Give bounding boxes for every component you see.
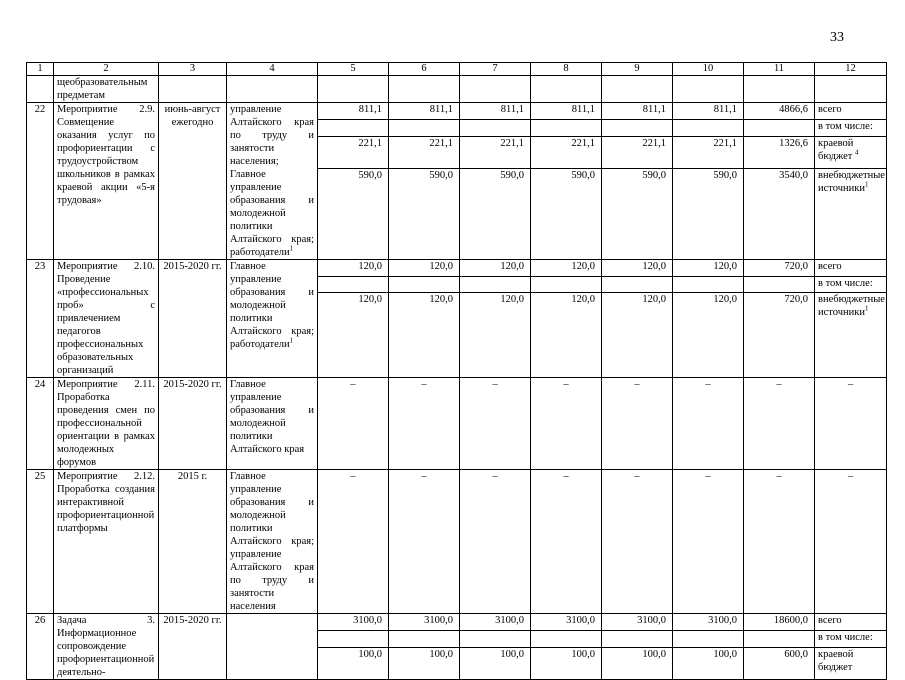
column-number-row [27,63,887,76]
header-cell: 2 [54,63,159,76]
dash-cell: – [673,470,744,614]
value-cell: 590,0 [531,169,602,260]
value-cell: 120,0 [318,260,389,277]
value-cell: 811,1 [602,103,673,120]
dash-cell: – [318,378,389,470]
source-cell: всего [815,614,887,631]
total-cell: 1326,6 [744,136,815,169]
source-cell: внебюджетные источники$^1$ [815,293,887,378]
value-cell: 100,0 [318,647,389,679]
source-cell: всего [815,260,887,277]
value-cell: 3100,0 [673,614,744,631]
value-cell: 811,1 [531,103,602,120]
executor-cell: Главное управление образования и молодежной политики Алтайского края; управление Алтайского края по труду и занятости населения [227,470,318,614]
dash-cell: – [744,470,815,614]
row-number: 26 [27,614,54,680]
header-cell: 5 [318,63,389,76]
value-cell: 120,0 [673,260,744,277]
header-cell: 11 [744,63,815,76]
table-row [27,103,887,120]
value-cell: 100,0 [602,647,673,679]
program-table [26,62,887,680]
value-cell: 590,0 [460,169,531,260]
dash-cell: – [602,470,673,614]
header-cell: 1 [27,63,54,76]
value-cell: 3100,0 [389,614,460,631]
row-number: 25 [27,470,54,614]
value-cell: 120,0 [602,293,673,378]
total-cell: 720,0 [744,293,815,378]
source-cell: в том числе: [815,276,887,293]
source-cell: в том числе: [815,119,887,136]
table-row [27,378,887,470]
event-cell: Мероприятие 2.12. Проработка создания интерактивной профориентационной платформы [54,470,159,614]
value-cell: 120,0 [531,260,602,277]
total-cell: 600,0 [744,647,815,679]
value-cell: 221,1 [460,136,531,169]
source-cell: внебюджетные источники$^1$ [815,169,887,260]
period-cell: июнь-август ежегодно [159,103,227,260]
dash-cell: – [460,378,531,470]
event-cell: Мероприятие 2.10. Проведение «профессиональных проб» с привлечением педагогов профессиональных образовательных организаций [54,260,159,378]
value-cell: 590,0 [602,169,673,260]
dash-cell: – [531,470,602,614]
value-cell: 120,0 [602,260,673,277]
value-cell: 120,0 [531,293,602,378]
value-cell: 3100,0 [460,614,531,631]
source-cell: в том числе: [815,630,887,647]
value-cell: 100,0 [389,647,460,679]
value-cell: 221,1 [318,136,389,169]
value-cell: 120,0 [389,293,460,378]
value-cell: 811,1 [460,103,531,120]
value-cell: 590,0 [673,169,744,260]
value-cell: 590,0 [389,169,460,260]
period-cell: 2015-2020 гг. [159,260,227,378]
value-cell: 221,1 [389,136,460,169]
value-cell: 3100,0 [531,614,602,631]
executor-cell: Главное управление образования и молодежной политики Алтайского края [227,378,318,470]
executor-cell [227,614,318,680]
period-cell: 2015-2020 гг. [159,378,227,470]
value-cell: 811,1 [389,103,460,120]
value-cell: 3100,0 [602,614,673,631]
value-cell: 100,0 [531,647,602,679]
value-cell: 120,0 [318,293,389,378]
table-row [27,470,887,614]
header-cell: 9 [602,63,673,76]
dash-cell: – [673,378,744,470]
header-cell: 7 [460,63,531,76]
header-cell: 4 [227,63,318,76]
dash-cell: – [531,378,602,470]
total-cell: 720,0 [744,260,815,277]
value-cell: 120,0 [673,293,744,378]
source-cell: краевой бюджет [815,647,887,679]
source-cell: всего [815,103,887,120]
header-cell: 12 [815,63,887,76]
dash-cell: – [389,470,460,614]
row-number: 24 [27,378,54,470]
period-cell: 2015 г. [159,470,227,614]
header-cell: 3 [159,63,227,76]
value-cell: 120,0 [389,260,460,277]
value-cell: 221,1 [531,136,602,169]
row-number: 23 [27,260,54,378]
table-row [27,614,887,631]
dash-cell: – [602,378,673,470]
header-cell: 8 [531,63,602,76]
value-cell: 100,0 [673,647,744,679]
event-cell: Задача 3. Информационное сопровождение профориентационной деятельно- [54,614,159,680]
dash-cell: – [744,378,815,470]
event-cell: Мероприятие 2.9. Совмещение оказания услуг по профориентации с трудоустройством школьников в рамках краевой акции «5-я трудовая» [54,103,159,260]
total-cell: 4866,6 [744,103,815,120]
dash-cell: – [815,470,887,614]
value-cell: 100,0 [460,647,531,679]
executor-cell: Главное управление образования и молодежной политики Алтайского края; работодатели$^1$ [227,260,318,378]
period-cell: 2015-2020 гг. [159,614,227,680]
value-cell: 221,1 [673,136,744,169]
header-cell: 6 [389,63,460,76]
table-row [27,260,887,277]
row-number: 22 [27,103,54,260]
dash-cell: – [389,378,460,470]
value-cell: 221,1 [602,136,673,169]
total-cell: 18600,0 [744,614,815,631]
table-row [27,76,887,103]
event-cell: Мероприятие 2.11. Проработка проведения смен по профессиональной ориентации в рамках молодежных форумов [54,378,159,470]
event-cell: щеобразовательным предметам [54,76,159,103]
value-cell: 590,0 [318,169,389,260]
source-cell: краевой бюджет $^4$ [815,136,887,169]
header-cell: 10 [673,63,744,76]
dash-cell: – [815,378,887,470]
executor-cell: управление Алтайского края по труду и занятости населения; Главное управление образования и молодежной политики Алтайского края; работодатели$^1$ [227,103,318,260]
value-cell: 120,0 [460,260,531,277]
total-cell: 3540,0 [744,169,815,260]
dash-cell: – [318,470,389,614]
value-cell: 120,0 [460,293,531,378]
page-number: 33 [830,30,844,45]
value-cell: 811,1 [318,103,389,120]
dash-cell: – [460,470,531,614]
value-cell: 3100,0 [318,614,389,631]
value-cell: 811,1 [673,103,744,120]
